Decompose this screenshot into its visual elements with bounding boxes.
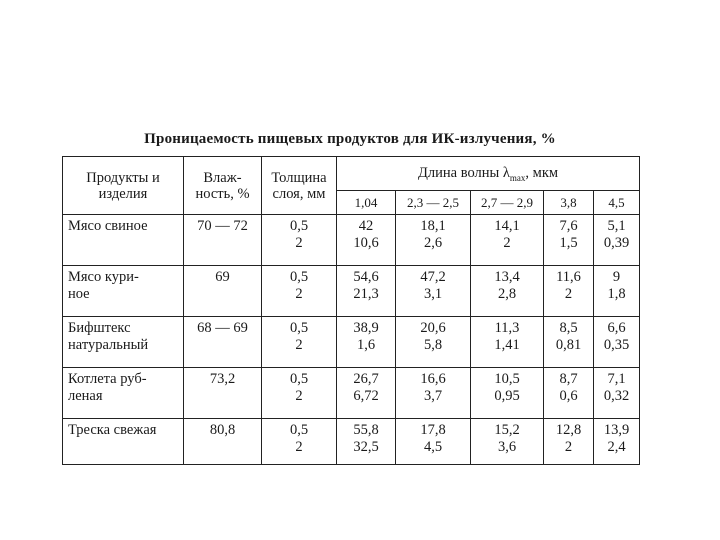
value-cell: 55,8 32,5 (337, 419, 396, 465)
value-cell: 18,1 2,6 (396, 215, 471, 266)
value-cell: 11,3 1,41 (471, 317, 544, 368)
value-cell: 8,5 0,81 (544, 317, 594, 368)
table-row (63, 419, 640, 465)
value-cell: 12,8 2 (544, 419, 594, 465)
moisture-cell: 70 — 72 (184, 215, 262, 266)
thickness-cell: 0,5 2 (262, 368, 337, 419)
product-name: Бифштекс натуральный (63, 317, 184, 368)
value-cell: 17,8 4,5 (396, 419, 471, 465)
value-cell: 13,9 2,4 (594, 419, 640, 465)
thickness-cell: 0,5 2 (262, 317, 337, 368)
moisture-cell: 69 (184, 266, 262, 317)
header-wl-2: 2,3 — 2,5 (396, 191, 471, 215)
value-cell: 10,5 0,95 (471, 368, 544, 419)
value-cell: 7,6 1,5 (544, 215, 594, 266)
product-name: Мясо свиное (63, 215, 184, 266)
moisture-cell: 80,8 (184, 419, 262, 465)
product-name: Котлета руб- леная (63, 368, 184, 419)
value-cell: 13,4 2,8 (471, 266, 544, 317)
thickness-cell: 0,5 2 (262, 419, 337, 465)
moisture-cell: 73,2 (184, 368, 262, 419)
value-cell: 6,6 0,35 (594, 317, 640, 368)
value-cell: 26,7 6,72 (337, 368, 396, 419)
header-wl-1: 1,04 (337, 191, 396, 215)
thickness-cell: 0,5 2 (262, 215, 337, 266)
header-wavelength: Длина волны $\lambda_{max}$, мкм (337, 157, 640, 191)
table-title: Проницаемость пищевых продуктов для ИК-излучения, % (144, 131, 556, 147)
header-wl-3: 2,7 — 2,9 (471, 191, 544, 215)
value-cell: 15,2 3,6 (471, 419, 544, 465)
value-cell: 16,6 3,7 (396, 368, 471, 419)
permeability-table (62, 156, 640, 465)
header-wl-4: 3,8 (544, 191, 594, 215)
moisture-cell: 68 — 69 (184, 317, 262, 368)
value-cell: 14,1 2 (471, 215, 544, 266)
value-cell: 5,1 0,39 (594, 215, 640, 266)
table-row (63, 266, 640, 317)
thickness-cell: 0,5 2 (262, 266, 337, 317)
value-cell: 42 10,6 (337, 215, 396, 266)
header-product: Продукты и изделия (63, 157, 184, 215)
product-name: Мясо кури- ное (63, 266, 184, 317)
table-row (63, 368, 640, 419)
value-cell: 7,1 0,32 (594, 368, 640, 419)
table-row (63, 317, 640, 368)
value-cell: 20,6 5,8 (396, 317, 471, 368)
value-cell: 8,7 0,6 (544, 368, 594, 419)
table-row (63, 215, 640, 266)
header-thickness: Толщина слоя, мм (262, 157, 337, 215)
value-cell: 38,9 1,6 (337, 317, 396, 368)
product-name: Треска свежая (63, 419, 184, 465)
value-cell: 54,6 21,3 (337, 266, 396, 317)
header-wl-5: 4,5 (594, 191, 640, 215)
value-cell: 11,6 2 (544, 266, 594, 317)
header-moisture: Влаж- ность, % (184, 157, 262, 215)
value-cell: 9 1,8 (594, 266, 640, 317)
value-cell: 47,2 3,1 (396, 266, 471, 317)
